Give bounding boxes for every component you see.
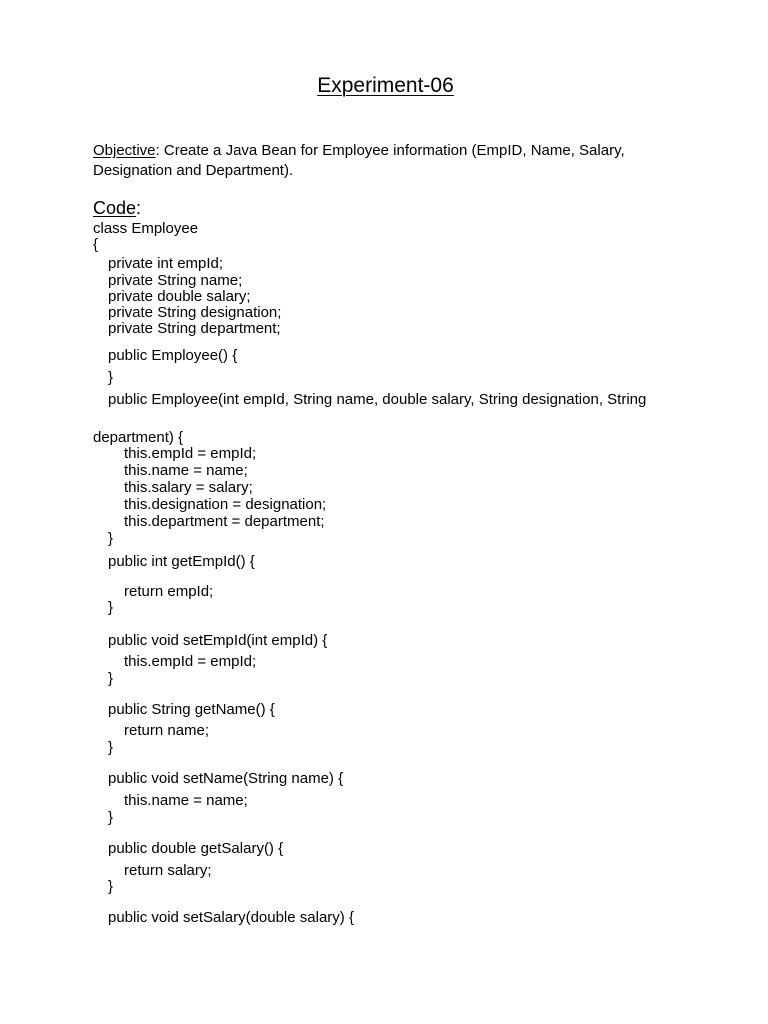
objective-text: : Create a Java Bean for Employee information (EmpID, Name, Salary, Designation and Department). <box>93 142 625 179</box>
code-line: public double getSalary() { <box>108 840 284 857</box>
code-line: public void setName(String name) { <box>108 770 344 787</box>
code-line: this.salary = salary; <box>124 479 253 496</box>
code-line: private double salary; <box>108 288 251 305</box>
code-line: return empId; <box>124 583 214 600</box>
code-line: public void setEmpId(int empId) { <box>108 632 328 649</box>
code-line: } <box>108 670 114 687</box>
code-line: } <box>108 878 114 895</box>
code-line: public int getEmpId() { <box>108 553 255 570</box>
code-line: } <box>108 599 114 616</box>
code-line: return name; <box>124 722 210 739</box>
code-line: department) { <box>93 429 184 446</box>
code-line: private int empId; <box>108 255 224 272</box>
code-line: class Employee <box>93 220 199 237</box>
code-line: public String getName() { <box>108 701 275 718</box>
code-line: private String designation; <box>108 304 282 321</box>
code-line: this.name = name; <box>124 792 248 809</box>
code-line: this.name = name; <box>124 462 248 479</box>
code-line: public Employee(int empId, String name, double salary, String designation, String <box>108 391 647 408</box>
code-line: private String department; <box>108 320 281 337</box>
code-line: this.department = department; <box>124 513 325 530</box>
code-line: this.empId = empId; <box>124 445 257 462</box>
code-heading-label: Code <box>93 198 137 218</box>
code-line: { <box>93 236 99 253</box>
code-line: } <box>108 369 114 386</box>
code-line: } <box>108 739 114 756</box>
objective-label: Objective <box>93 142 156 159</box>
code-line: private String name; <box>108 272 243 289</box>
code-heading <box>93 198 141 219</box>
code-line: this.designation = designation; <box>124 496 327 513</box>
code-line: public Employee() { <box>108 347 238 364</box>
objective-paragraph <box>93 141 673 181</box>
code-heading-suffix: : <box>136 198 142 218</box>
code-line: } <box>108 530 114 547</box>
code-line: return salary; <box>124 862 212 879</box>
code-line: } <box>108 809 114 826</box>
code-line: this.empId = empId; <box>124 653 257 670</box>
code-line: public void setSalary(double salary) { <box>108 909 354 926</box>
page-title: Experiment-06 <box>317 74 454 97</box>
